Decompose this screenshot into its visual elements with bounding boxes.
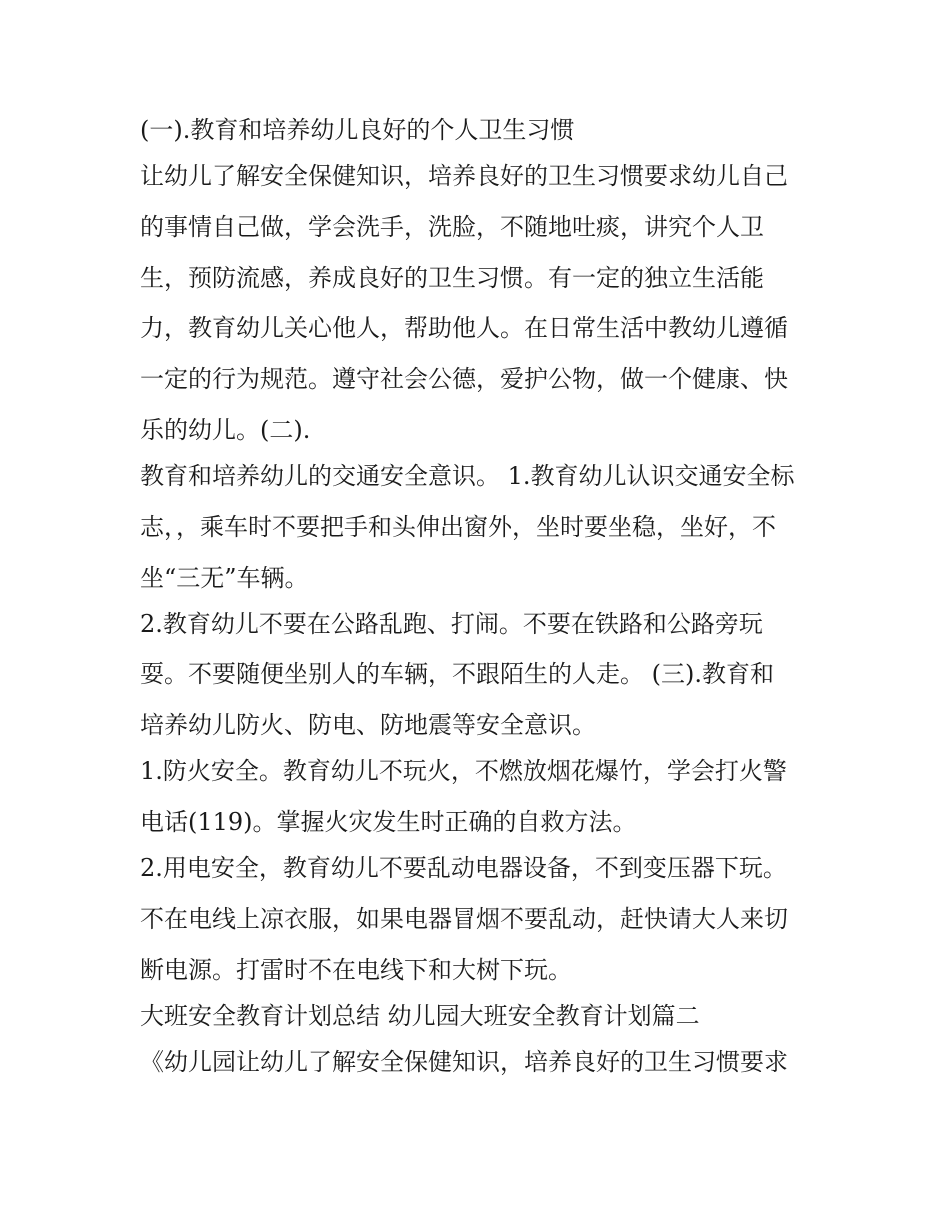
paragraph-line: 让幼儿了解安全保健知识，培养良好的卫生习惯要求幼儿自己 — [140, 162, 788, 190]
paragraph-line: 《幼儿园让幼儿了解安全保健知识，培养良好的卫生习惯要求 — [140, 1047, 788, 1076]
paragraph-line: 力，教育幼儿关心他人，帮助他人。在日常生活中教幼儿遵循 — [140, 314, 788, 343]
paragraph-line: 2.用电安全，教育幼儿不要乱动电器设备，不到变压器下玩。 — [140, 853, 787, 882]
paragraph-line: 志，，乘车时不要把手和头伸出窗外，坐时要坐稳，坐好，不 — [140, 512, 776, 541]
section-title: 大班安全教育计划总结 幼儿园大班安全教育计划篇二 — [140, 1001, 700, 1030]
document-body — [140, 110, 820, 1092]
paragraph-line: 乐的幼儿。(二). — [140, 415, 311, 444]
paragraph-line: 的事情自己做，学会洗手，洗脸，不随地吐痰，讲究个人卫 — [140, 212, 764, 241]
paragraph-line: 教育和培养幼儿的交通安全意识。 1.教育幼儿认识交通安全标 — [140, 461, 795, 490]
paragraph-line: 生，预防流感，养成良好的卫生习惯。有一定的独立生活能 — [140, 263, 764, 292]
paragraph-line: 断电源。打雷时不在电线下和大树下玩。 — [140, 955, 572, 984]
paragraph-line: 2.教育幼儿不要在公路乱跑、打闹。不要在铁路和公路旁玩 — [140, 609, 763, 638]
paragraph-line: 电话(119)。掌握火灾发生时正确的自救方法。 — [140, 807, 637, 836]
section-heading: (一).教育和培养幼儿良好的个人卫生习惯 — [140, 116, 575, 144]
paragraph-line: 耍。不要随便坐别人的车辆，不跟陌生的人走。 (三).教育和 — [140, 660, 774, 689]
paragraph-line: 一定的行为规范。遵守社会公德，爱护公物，做一个健康、快 — [140, 365, 788, 394]
paragraph-line: 1.防火安全。教育幼儿不玩火，不燃放烟花爆竹，学会打火警 — [140, 757, 787, 786]
paragraph-line: 培养幼儿防火、防电、防地震等安全意识。 — [140, 711, 596, 740]
paragraph-line: 坐“三无”车辆。 — [140, 563, 309, 592]
paragraph-line: 不在电线上凉衣服，如果电器冒烟不要乱动，赶快请大人来切 — [140, 904, 788, 933]
